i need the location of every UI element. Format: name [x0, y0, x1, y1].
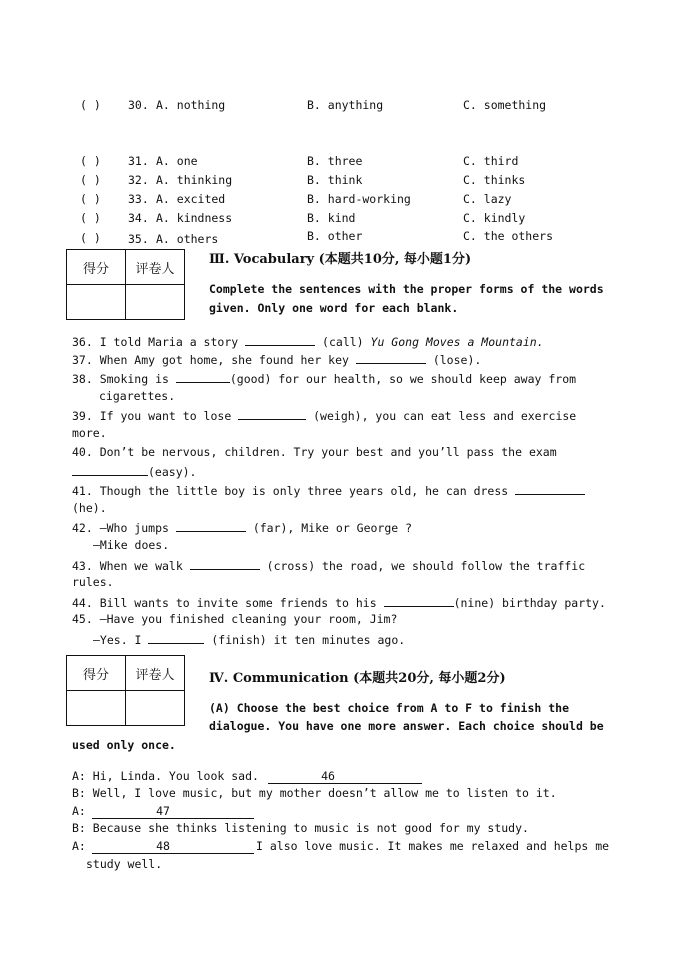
blank-46[interactable] — [268, 769, 388, 783]
question-45: 45. —Have you finished cleaning your room, Jim? — [72, 612, 398, 626]
blank-47-line — [92, 818, 254, 819]
section-points: (本题共10分, 每小题1分) — [318, 252, 472, 267]
dialogue-line-5: A: — [72, 839, 86, 853]
option-a: A. kindness — [156, 211, 233, 225]
score-cell[interactable] — [67, 285, 126, 320]
question-number: 30. — [128, 98, 149, 112]
question-45-reply: —Yes. I (finish) it ten minutes ago. — [93, 633, 406, 647]
section4-instruction-line3: used only once. — [72, 738, 176, 752]
option-b: B. other — [307, 229, 363, 243]
question-42-reply: —Mike does. — [93, 538, 170, 552]
answer-paren[interactable]: ( ) — [80, 154, 101, 168]
question-43-cont: rules. — [72, 575, 114, 589]
dialogue-line-5-cont: I also love music. It makes me relaxed and helps me — [256, 839, 610, 853]
option-c: C. the others — [463, 229, 554, 243]
answer-blank[interactable] — [176, 370, 230, 383]
question-41-cont: (he). — [72, 501, 107, 515]
option-b: B. three — [307, 154, 363, 168]
blank-number: 47 — [156, 804, 170, 818]
blank-47[interactable] — [103, 804, 223, 818]
question-40: 40. Don’t be nervous, children. Try your best and you’ll pass the exam — [72, 445, 557, 459]
answer-blank[interactable] — [176, 519, 246, 532]
answer-blank[interactable] — [515, 482, 585, 495]
option-b: B. hard-working — [307, 192, 411, 206]
score-table-section4 — [66, 655, 185, 726]
grader-header: 评卷人 — [126, 250, 185, 285]
option-b: B. anything — [307, 98, 384, 112]
option-c: C. third — [463, 154, 519, 168]
option-a: A. excited — [156, 192, 226, 206]
option-b: B. kind — [307, 211, 356, 225]
answer-paren[interactable]: ( ) — [80, 211, 101, 225]
question-36: 36. I told Maria a story (call) Yu Gong Moves a Mountain. — [72, 335, 544, 349]
answer-blank[interactable] — [72, 463, 148, 476]
grader-header: 评卷人 — [126, 656, 185, 691]
answer-blank[interactable] — [245, 333, 315, 346]
answer-blank[interactable] — [148, 631, 204, 644]
answer-blank[interactable] — [356, 351, 426, 364]
blank-number: 46 — [321, 769, 335, 783]
option-c: C. something — [463, 98, 547, 112]
option-a: A. others — [156, 232, 219, 246]
section-points: (本题共20分, 每小题2分) — [353, 671, 506, 686]
dialogue-line-2: B: Well, I love music, but my mother doesn’t allow me to listen to it. — [72, 786, 557, 800]
question-number: 31. — [128, 154, 149, 168]
option-a: A. thinking — [156, 173, 233, 187]
dialogue-line-3: A: — [72, 804, 86, 818]
question-number: 34. — [128, 211, 149, 225]
score-table-section3 — [66, 249, 185, 320]
question-37: 37. When Amy got home, she found her key (lose). — [72, 353, 482, 367]
section4-instruction-line1: (A) Choose the best choice from A to F to finish the — [209, 701, 570, 715]
dialogue-line-1: A: Hi, Linda. You look sad. — [72, 769, 259, 783]
answer-paren[interactable]: ( ) — [80, 192, 101, 206]
blank-46-line — [268, 783, 422, 784]
answer-blank[interactable] — [238, 407, 306, 420]
section4-instruction-line2: dialogue. You have one more answer. Each choice should be — [209, 719, 604, 733]
question-number: 33. — [128, 192, 149, 206]
dialogue-line-6: study well. — [86, 857, 163, 871]
question-number: 32. — [128, 173, 149, 187]
answer-paren[interactable]: ( ) — [80, 231, 101, 245]
answer-paren[interactable]: ( ) — [80, 173, 101, 187]
question-39-cont: more. — [72, 426, 107, 440]
grader-cell[interactable] — [126, 285, 185, 320]
option-c: C. kindly — [463, 211, 526, 225]
blank-number: 48 — [156, 839, 170, 853]
answer-blank[interactable] — [384, 594, 454, 607]
question-44: 44. Bill wants to invite some friends to his (nine) birthday party. — [72, 596, 606, 610]
option-b: B. think — [307, 173, 363, 187]
section-title: Communication — [232, 671, 349, 686]
question-42: 42. —Who jumps (far), Mike or George ? — [72, 521, 413, 535]
question-38-cont: cigarettes. — [99, 389, 176, 403]
question-38: 38. Smoking is (good) for our health, so we should keep away from — [72, 372, 577, 386]
grader-cell[interactable] — [126, 691, 185, 726]
section4-heading — [209, 667, 506, 686]
question-43: 43. When we walk (cross) the road, we should follow the traffic — [72, 559, 586, 573]
answer-paren[interactable]: ( ) — [80, 98, 101, 112]
option-a: A. one — [156, 154, 198, 168]
dialogue-line-4: B: Because she thinks listening to music is not good for my study. — [72, 821, 529, 835]
blank-48-line — [92, 853, 254, 854]
question-number: 35. — [128, 232, 149, 246]
question-40-cont: (easy). — [72, 463, 196, 479]
section-number: Ⅲ. — [209, 252, 230, 267]
section3-instruction-line2: given. Only one word for each blank. — [209, 301, 459, 315]
option-c: C. lazy — [463, 192, 512, 206]
section3-heading — [209, 248, 471, 267]
section-number: Ⅳ. — [209, 671, 229, 686]
score-header: 得分 — [67, 656, 126, 691]
answer-blank[interactable] — [190, 557, 260, 570]
section3-instruction-line1: Complete the sentences with the proper forms of the words — [209, 282, 604, 296]
option-c: C. thinks — [463, 173, 526, 187]
option-a: A. nothing — [156, 98, 226, 112]
score-cell[interactable] — [67, 691, 126, 726]
score-header: 得分 — [67, 250, 126, 285]
blank-48[interactable] — [103, 839, 223, 853]
section-title: Vocabulary — [233, 252, 315, 267]
question-41: 41. Though the little boy is only three years old, he can dress — [72, 482, 585, 498]
question-39: 39. If you want to lose (weigh), you can eat less and exercise — [72, 409, 577, 423]
